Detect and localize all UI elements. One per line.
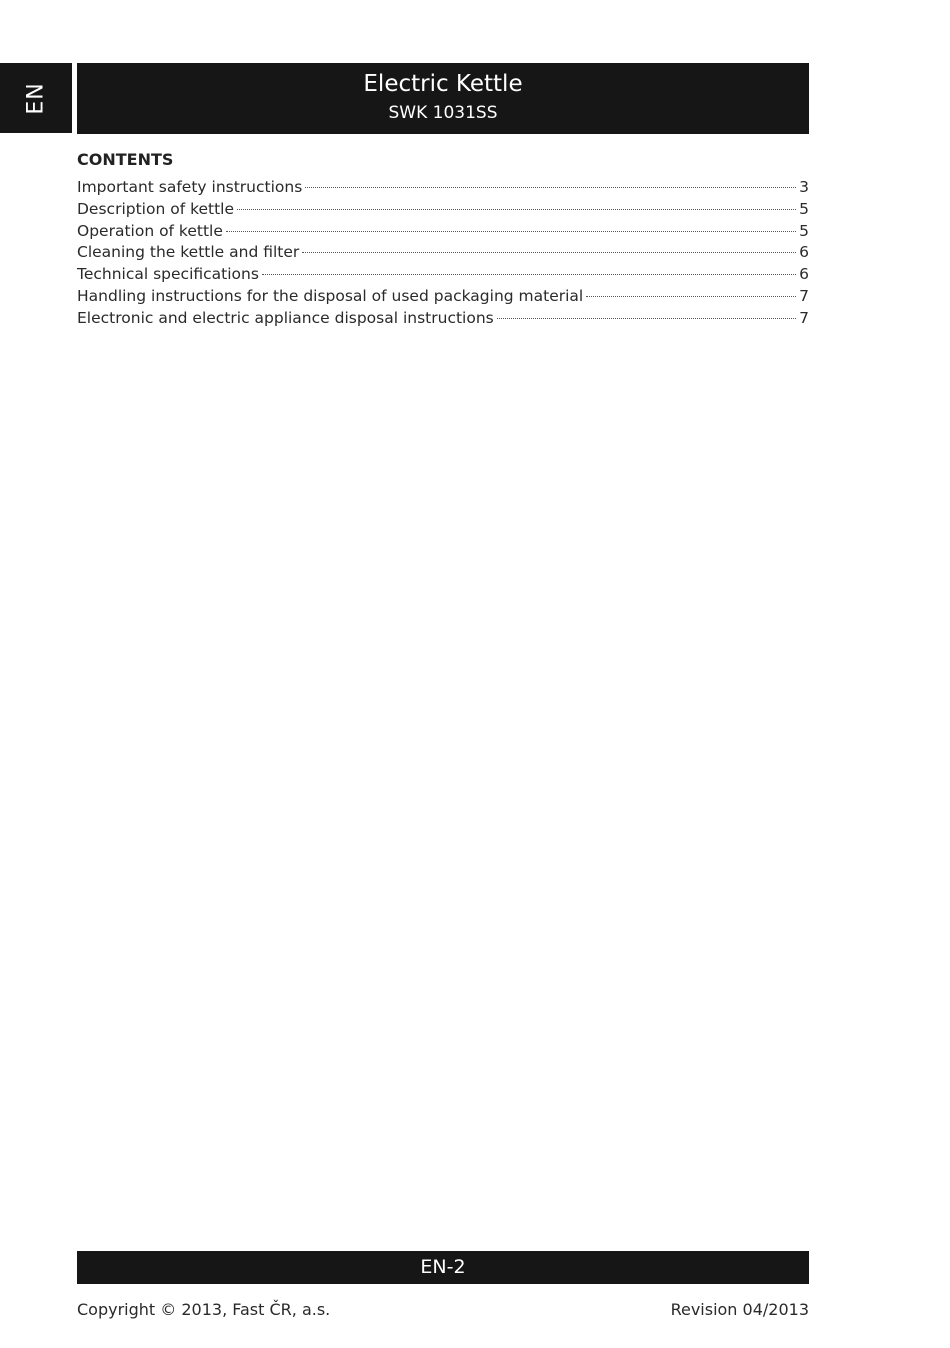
revision-text: Revision 04/2013 xyxy=(670,1300,809,1319)
toc-leader-dots xyxy=(305,187,796,188)
toc-item-page: 7 xyxy=(799,308,809,327)
toc-item-page: 3 xyxy=(799,178,809,196)
toc-item[interactable] xyxy=(77,287,809,309)
language-tab-label: EN xyxy=(23,81,49,115)
table-of-contents xyxy=(77,178,809,331)
toc-leader-dots xyxy=(262,274,796,275)
toc-leader-dots xyxy=(302,252,796,253)
toc-leader-dots xyxy=(586,296,796,297)
toc-item-label: Handling instructions for the disposal of used packaging material xyxy=(77,286,584,305)
footer-page-bar xyxy=(77,1251,809,1284)
toc-item[interactable] xyxy=(77,222,809,244)
model-number: SWK 1031SS xyxy=(388,103,498,123)
contents-heading: CONTENTS xyxy=(77,150,174,169)
toc-item-page: 5 xyxy=(799,199,809,218)
toc-item-label: Description of kettle xyxy=(77,199,235,218)
toc-leader-dots xyxy=(226,231,796,232)
toc-item-label: Electronic and electric appliance disposal instructions xyxy=(77,308,494,327)
toc-item[interactable] xyxy=(77,265,809,287)
toc-item[interactable] xyxy=(77,178,809,200)
toc-item-label: Operation of kettle xyxy=(77,221,223,240)
toc-item-label: Important safety instructions xyxy=(77,178,303,196)
toc-item-page: 6 xyxy=(799,243,809,262)
toc-leader-dots xyxy=(237,209,796,210)
toc-item[interactable] xyxy=(77,309,809,331)
toc-item-label: Cleaning the kettle and filter xyxy=(77,243,300,262)
page-title: Electric Kettle xyxy=(363,71,523,97)
toc-leader-dots xyxy=(497,318,796,319)
toc-item-label: Technical specifications xyxy=(77,265,259,284)
page-number: EN-2 xyxy=(420,1256,466,1278)
language-tab xyxy=(0,63,72,133)
toc-item-page: 6 xyxy=(799,265,809,284)
toc-item[interactable] xyxy=(77,200,809,222)
toc-item-page: 7 xyxy=(799,286,809,305)
copyright-text: Copyright © 2013, Fast ČR, a.s. xyxy=(77,1300,331,1319)
toc-item-page: 5 xyxy=(799,221,809,240)
header-bar xyxy=(77,63,809,134)
toc-item[interactable] xyxy=(77,243,809,265)
